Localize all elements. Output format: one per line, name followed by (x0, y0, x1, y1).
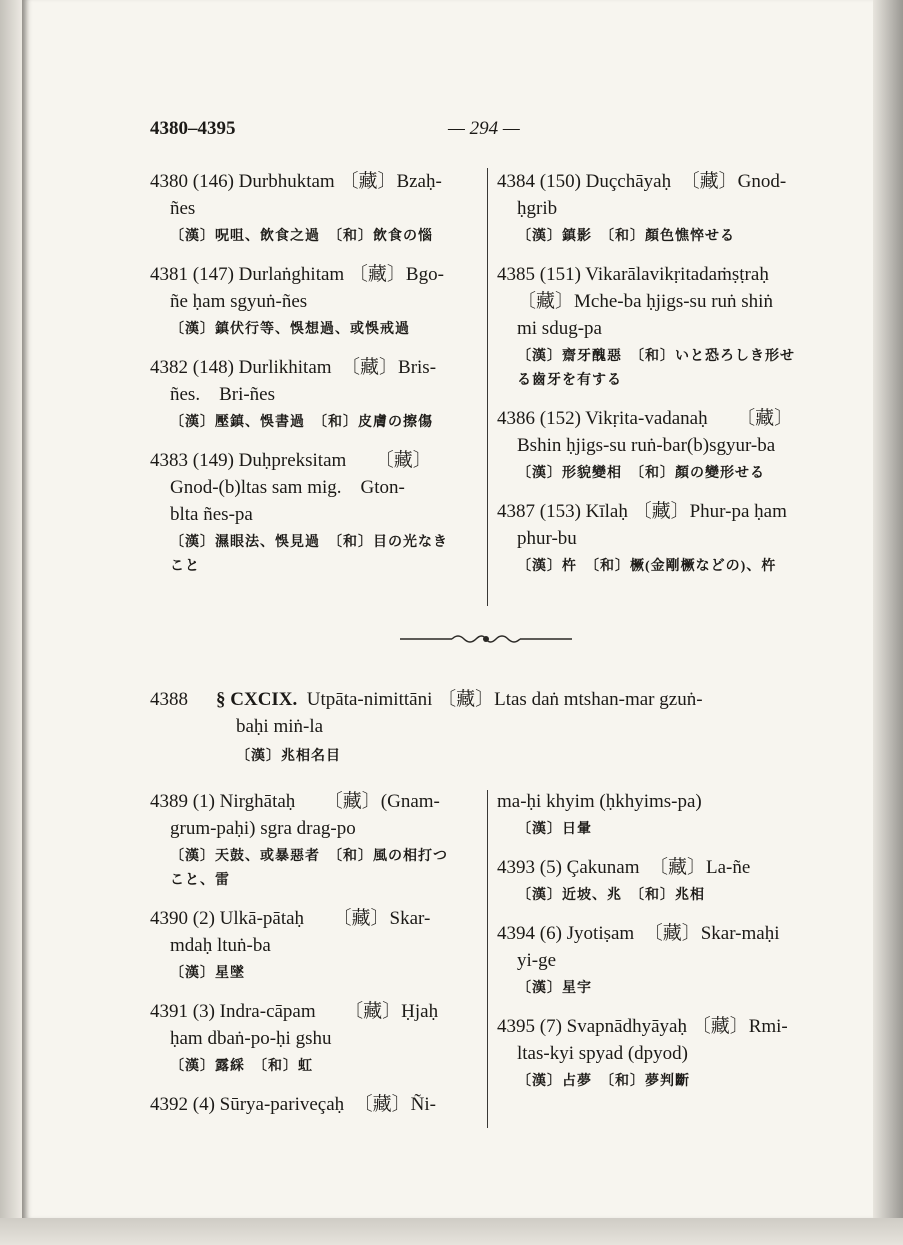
entry-gloss: 〔漢〕日暈 (517, 822, 592, 837)
book-spine-shadow (0, 0, 22, 1245)
entry-gloss: 〔漢〕鎮影 〔和〕顏色憔悴せる (517, 229, 735, 244)
entry-gloss-continuation: る齒牙を有する (517, 373, 622, 388)
entry-continuation-line: phur-bu (517, 528, 577, 549)
dictionary-entry (150, 998, 485, 1079)
entry-gloss: 〔漢〕天鼓、或暴惡者 〔和〕風の相打つ (170, 849, 448, 864)
entry-range: 4380–4395 (150, 118, 236, 139)
entry-continuation-line: ltas-kyi spyad (dpyod) (517, 1043, 688, 1064)
entry-headword-line: 4395 (7) Svapnādhyāyaḥ 〔藏〕Rmi- (497, 1016, 788, 1037)
entry-gloss: 〔漢〕露綵 〔和〕虹 (170, 1059, 313, 1074)
entry-headword-line: 4394 (6) Jyotiṣam 〔藏〕Skar-maḥi (497, 923, 780, 944)
entry-headword-line: 4393 (5) Çakunam 〔藏〕La-ñe (497, 857, 751, 878)
dictionary-entry (150, 788, 485, 893)
entry-headword-line: 4387 (153) Kīlaḥ 〔藏〕Phur-pa ḥam (497, 501, 787, 522)
dictionary-entry (150, 168, 485, 249)
entry-headword-line: 4392 (4) Sūrya-pariveçaḥ 〔藏〕Ñi- (150, 1094, 436, 1115)
column-divider-top (487, 168, 488, 606)
entry-continuation-line: ḥgrib (517, 198, 558, 219)
dictionary-entry (497, 261, 832, 393)
bottom-right-column (497, 788, 832, 1106)
entry-continuation-line: ñes (170, 198, 196, 219)
bottom-left-column (150, 788, 485, 1130)
entry-continuation-line: Gnod-(b)ltas sam mig. Gton- (170, 477, 405, 498)
entry-continuation-line: ḥam dbaṅ-po-ḥi gshu (170, 1028, 332, 1049)
entry-continuation-line: grum-paḥi) sgra drag-po (170, 818, 356, 839)
section-entry-number: 4388 (150, 689, 188, 710)
entry-headword-line: 4383 (149) Duḥpreksitam 〔藏〕 (150, 450, 432, 471)
page-number: — 294 — (448, 118, 520, 139)
entry-headword-line: 4386 (152) Vikṛita-vadanaḥ 〔藏〕 (497, 408, 794, 429)
entry-headword-line: 4390 (2) Ulkā-pātaḥ 〔藏〕Skar- (150, 908, 431, 929)
entry-headword-line: 4382 (148) Durlikhitam 〔藏〕Bris- (150, 357, 437, 378)
page-right-edge (873, 0, 903, 1245)
entry-gloss: 〔漢〕形貌變相 〔和〕顏の變形せる (517, 466, 765, 481)
section-title-text: Utpāta-nimittāni 〔藏〕Ltas daṅ mtshan-mar gzuṅ- (306, 689, 703, 710)
entry-headword-line: 4391 (3) Indra-cāpam 〔藏〕Ḥjaḥ (150, 1001, 439, 1022)
column-divider-bottom (487, 790, 488, 1128)
entry-continuation-line: blta ñes-pa (170, 504, 253, 525)
entry-gloss-continuation: こと、雷 (170, 873, 230, 888)
section-mark: § CXCIX. (216, 689, 298, 710)
entry-gloss: 〔漢〕占夢 〔和〕夢判斷 (517, 1074, 690, 1089)
entry-continuation-line: 〔藏〕Mche-ba ḥjigs-su ruṅ shiṅ (517, 291, 773, 312)
entry-gloss: 〔漢〕星墜 (170, 966, 245, 981)
section-title-continuation: baḥi miṅ-la (236, 716, 324, 737)
entry-continuation-line: ñe ḥam sgyuṅ-ñes (170, 291, 308, 312)
dictionary-entry (497, 1013, 832, 1094)
entry-continuation-line: Bshin ḥjigs-su ruṅ-bar(b)sgyur-ba (517, 435, 776, 456)
entry-gloss: 〔漢〕鎮伏行等、悞想過、或悞戒過 (170, 322, 410, 337)
page-bottom-edge (0, 1218, 903, 1245)
entry-headword-line: 4384 (150) Duçchāyaḥ 〔藏〕Gnod- (497, 171, 787, 192)
entry-headword-line: 4381 (147) Durlaṅghitam 〔藏〕Bgo- (150, 264, 444, 285)
top-left-column (150, 168, 485, 591)
entry-gloss: 〔漢〕濕眼法、悞見過 〔和〕目の光なき (170, 535, 448, 550)
entry-headword-line: 4385 (151) Vikarālavikṛitadaṁṣṭraḥ (497, 264, 769, 285)
entry-continuation-line: mdaḥ ltuṅ-ba (170, 935, 271, 956)
dictionary-entry (150, 447, 485, 579)
entry-headword-line: 4380 (146) Durbhuktam 〔藏〕Bzaḥ- (150, 171, 442, 192)
entry-gloss: 〔漢〕近坡、兆 〔和〕兆相 (517, 888, 705, 903)
dictionary-entry (497, 168, 832, 249)
entry-headword-line: 4389 (1) Nirghātaḥ 〔藏〕(Gnam- (150, 791, 440, 812)
entry-continuation-line: ñes. Bri-ñes (170, 384, 276, 405)
dictionary-entry (150, 261, 485, 342)
entry-gloss: 〔漢〕呪咀、飲食之過 〔和〕飲食の惱 (170, 229, 433, 244)
dictionary-entry (497, 498, 832, 579)
dictionary-entry (497, 920, 832, 1001)
dictionary-entry (497, 788, 832, 842)
section-title (216, 686, 703, 713)
entry-headword-line: ma-ḥi khyim (ḥkhyims-pa) (497, 791, 702, 812)
dictionary-entry (150, 1091, 485, 1118)
entry-gloss: 〔漢〕齋牙醜惡 〔和〕いと恐ろしき形せ (517, 349, 795, 364)
dictionary-entry (497, 405, 832, 486)
dictionary-entry (150, 354, 485, 435)
dictionary-entry (497, 854, 832, 908)
entry-continuation-line: mi sdug-pa (517, 318, 602, 339)
section-gloss: 〔漢〕兆相名目 (236, 749, 341, 764)
entry-gloss: 〔漢〕壓鎮、悞書過 〔和〕皮膚の擦傷 (170, 415, 433, 430)
entry-continuation-line: yi-ge (517, 950, 557, 971)
top-right-column (497, 168, 832, 591)
ornament-divider (400, 630, 572, 648)
entry-gloss: 〔漢〕杵 〔和〕橛(金剛橛などの)、杵 (517, 559, 777, 574)
entry-gloss-continuation: こと (170, 559, 200, 574)
entry-gloss: 〔漢〕星宇 (517, 981, 592, 996)
dictionary-entry (150, 905, 485, 986)
